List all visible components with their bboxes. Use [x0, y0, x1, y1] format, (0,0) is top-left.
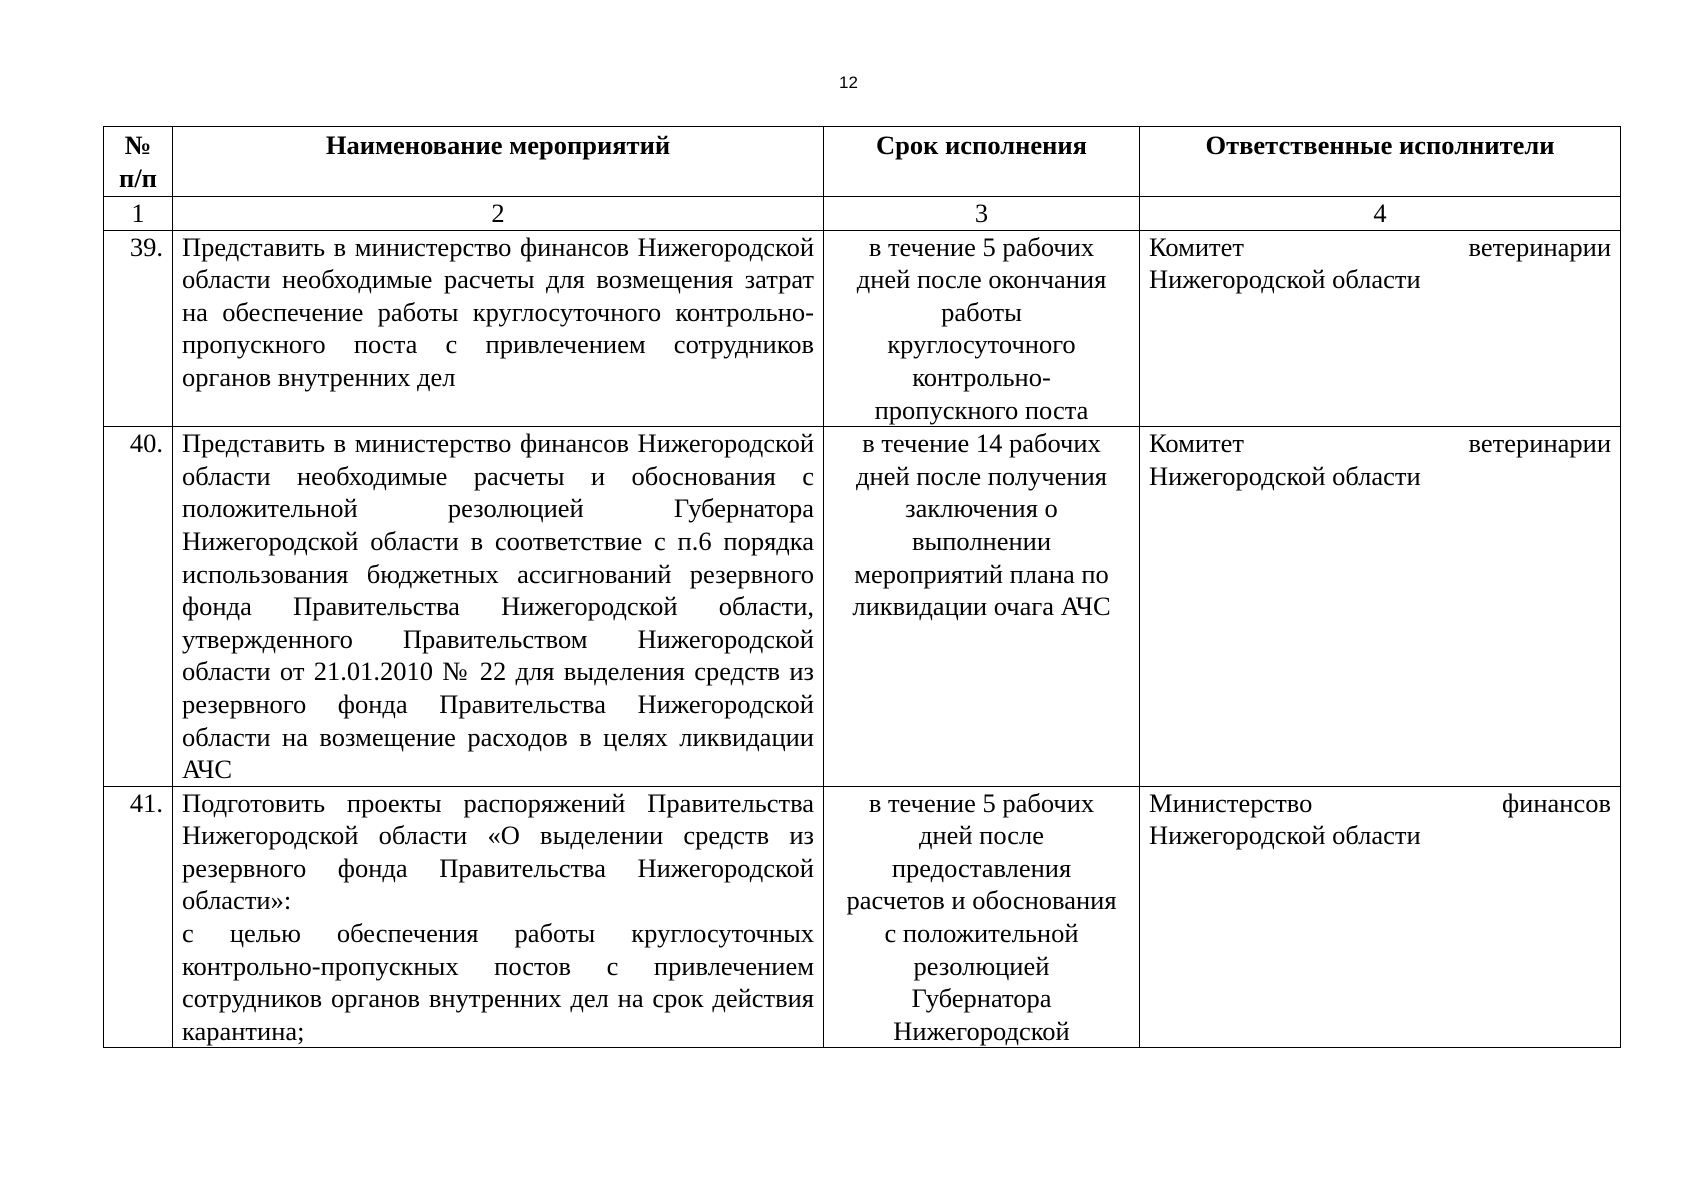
deadline-line: в течение 5 рабочих: [868, 231, 1095, 262]
row-number: 40.: [104, 427, 173, 787]
responsible-word: Комитет: [1149, 428, 1244, 459]
responsible-word: Министерство: [1149, 787, 1313, 818]
responsible-word: финансов: [1501, 787, 1611, 818]
measure-name: Представить в министерство финансов Нижегородской области необходимые расчеты и обоснования с положительной резолюцией Губернатора Нижегородской области в соответствие с п.6 порядка использования бюджетных ассигнований резервного фонда Правительства Нижегородской области, утвержденного Правительством Нижегородской области от 21.01.2010 № 22 для выделения средств из резервного фонда Правительства Нижегородской области на возмещение расходов в целях ликвидации АЧС: [173, 427, 824, 787]
table-row: [104, 230, 1621, 427]
deadline-line: резолюцией: [913, 950, 1050, 981]
responsible-word: ветеринарии: [1468, 428, 1611, 459]
deadline-line: круглосуточного: [887, 329, 1076, 360]
responsible-word: ветеринарии: [1468, 231, 1611, 262]
deadline-line: дней после получения: [856, 460, 1107, 491]
deadline-line: предоставления: [891, 852, 1072, 883]
header-num: [104, 127, 173, 197]
responsible-rest: Нижегородской области: [1149, 820, 1421, 851]
deadline-line: дней после окончания: [856, 264, 1107, 295]
column-number: 2: [173, 197, 824, 231]
responsible-cell: [1140, 786, 1621, 1048]
row-number: 41.: [104, 786, 173, 1048]
deadline-line: контрольно-: [912, 361, 1051, 392]
responsible-first-line: [1149, 231, 1611, 264]
deadline-line: в течение 14 рабочих: [862, 428, 1101, 459]
header-responsible: Ответственные исполнители: [1140, 127, 1621, 197]
deadline-cell: [824, 230, 1140, 427]
table-header-row: [104, 127, 1621, 197]
deadline-cell: [824, 786, 1140, 1048]
measure-name: [173, 786, 824, 1048]
deadline-line: в течение 5 рабочих: [868, 787, 1095, 818]
header-name: Наименование мероприятий: [173, 127, 824, 197]
responsible-rest: Нижегородской области: [1149, 460, 1421, 491]
responsible-first-line: [1149, 787, 1611, 820]
deadline-line: выполнении: [911, 525, 1052, 556]
table-row: [104, 427, 1621, 787]
deadline-cell: [824, 427, 1140, 787]
row-number: 39.: [104, 230, 173, 427]
measure-name-part: Подготовить проекты распоряжений Правительства Нижегородской области «О выделении средств из резервного фонда Правительства Нижегородской области»:: [182, 787, 814, 916]
responsible-rest: Нижегородской области: [1149, 264, 1421, 295]
measures-table: [103, 126, 1621, 1048]
deadline-line: с положительной: [884, 918, 1079, 949]
header-deadline: Срок исполнения: [824, 127, 1140, 197]
responsible-first-line: [1149, 427, 1611, 460]
column-number: 4: [1140, 197, 1621, 231]
deadline-line: работы: [941, 296, 1022, 327]
deadline-line: пропускного поста: [874, 394, 1089, 425]
table-row: [104, 786, 1621, 1048]
deadline-line: ликвидации очага АЧС: [852, 591, 1111, 622]
responsible-cell: [1140, 427, 1621, 787]
column-number: 3: [824, 197, 1140, 231]
responsible-cell: [1140, 230, 1621, 427]
deadline-line: расчетов и обоснования: [846, 885, 1117, 916]
header-num-line2: п/п: [119, 162, 157, 193]
responsible-word: Комитет: [1149, 231, 1244, 262]
header-num-line1: №: [124, 130, 152, 160]
measure-name-part: с целью обеспечения работы круглосуточных контрольно-пропускных постов с привлечением сотрудников органов внутренних дел на срок действия карантина;: [182, 918, 814, 1046]
deadline-line: Губернатора: [911, 983, 1052, 1014]
page-number: 12: [839, 73, 858, 92]
deadline-line: мероприятий плана по: [854, 558, 1109, 589]
column-number: 1: [104, 197, 173, 231]
column-number-row: [104, 197, 1621, 231]
deadline-line: заключения о: [905, 493, 1058, 524]
measure-name: Представить в министерство финансов Нижегородской области необходимые расчеты для возмещения затрат на обеспечение работы круглосуточного контрольно-пропускного поста с привлечением сотрудников органов внутренних дел: [173, 230, 824, 427]
deadline-line: дней после: [918, 820, 1045, 851]
deadline-line: Нижегородской: [893, 1015, 1070, 1046]
